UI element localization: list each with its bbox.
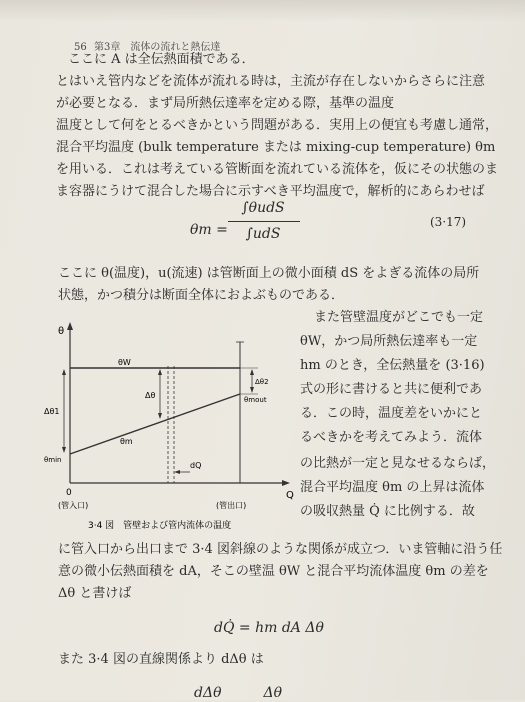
- origin-label: 0: [66, 488, 72, 498]
- x-axis-arrow: [282, 480, 290, 486]
- para3-line1: に管入口から出口まで 3·4 図斜線のような関係が成立つ．いま管軸に沿う任: [58, 542, 503, 557]
- para1-line7: ま容器にうけて混合した場合に示すべき平均温度で，解析的にあらわせば: [56, 184, 485, 199]
- bottom-partial-equation: dΔθ Δθ: [194, 685, 283, 701]
- wall-label: θW: [118, 358, 131, 367]
- equation-dq: dQ̇ = hm dA Δθ: [214, 620, 324, 636]
- para1-line1: ここに A は全伝熱面積である．: [68, 52, 255, 67]
- running-header: 第3章 流体の流れと熱伝達: [94, 42, 221, 53]
- figure-caption: 3·4 図 管壁および管内流体の温度: [88, 521, 232, 531]
- para2-line2: 状態，かつ積分は断面全体におよぶものである．: [58, 288, 345, 303]
- inlet-label: (管入口): [58, 501, 89, 510]
- para3-line2: 意の微小伝熱面積を dA，そこの壁温 θW と混合平均流体温度 θm の差を: [58, 564, 489, 579]
- para4-line: また 3·4 図の直線関係より dΔθ は: [58, 652, 264, 667]
- para1-line4: 温度として何をとるべきかという問題がある．実用上の便宜も考慮し通常，: [56, 118, 499, 133]
- dq-label: dQ: [190, 461, 202, 470]
- eq317-numerator: ∫θudS: [241, 200, 285, 216]
- para3-line3: Δθ と書けば: [58, 586, 132, 601]
- right-line7: の比熱が一定と見なせるならば，: [300, 456, 496, 471]
- right-line5: る．この時，温度差をいかにと: [300, 406, 483, 421]
- right-line3: hm のとき，全伝熱量を (3·16): [300, 358, 485, 373]
- mixed-temp-line: [70, 394, 240, 454]
- figure-3-4: [40, 318, 300, 538]
- eq317-lhs: θm =: [190, 222, 228, 238]
- right-line4: 式の形に書けると共に便利であ: [300, 382, 483, 397]
- right-line8: 混合平均温度 θm の上昇は流体: [300, 480, 485, 495]
- right-line2: θW，かつ局所熱伝達率も一定: [300, 334, 478, 349]
- fraction-bar: [228, 221, 300, 222]
- right-line6: るべきかを考えてみよう．流体: [300, 430, 483, 445]
- theta-out-label: θmout: [244, 396, 267, 404]
- right-line9: の吸収熱量 Q̇ に比例する．故: [300, 504, 475, 519]
- page-number: 56: [74, 42, 87, 53]
- mixed-label: θm: [120, 437, 133, 446]
- y-axis-arrow: [67, 322, 73, 330]
- eq317-denominator: ∫udS: [245, 226, 281, 242]
- page-shadow: [0, 0, 525, 22]
- dtheta-label: Δθ: [145, 391, 156, 400]
- para2-line1: ここに θ(温度)，u(流速) は管断面上の微小面積 dS をよぎる流体の局所: [58, 266, 480, 281]
- x-axis-label: Q: [286, 490, 294, 501]
- para1-line5: 混合平均温度 (bulk temperature または mixing-cup temperature) θm: [56, 140, 496, 155]
- eq317-number: (3·17): [430, 215, 467, 229]
- para1-line3: が必要となる．まず局所熱伝達率を定める際，基準の温度: [56, 96, 395, 111]
- dtheta2-label: Δθ2: [255, 378, 269, 386]
- theta-in-label: θmin: [44, 456, 62, 464]
- para1-line6: を用いる．これは考えている管断面を流れている流体を，仮にその状態のま: [56, 162, 499, 177]
- outlet-label: (管出口): [216, 501, 247, 510]
- dtheta1-label: Δθ1: [44, 407, 60, 416]
- right-line1: また管壁温度がどこでも一定: [314, 310, 484, 325]
- para1-line2: とはいえ管内などを流体が流れる時は，主流が存在しないからさらに注意: [56, 74, 486, 89]
- y-axis-label: θ: [58, 326, 65, 337]
